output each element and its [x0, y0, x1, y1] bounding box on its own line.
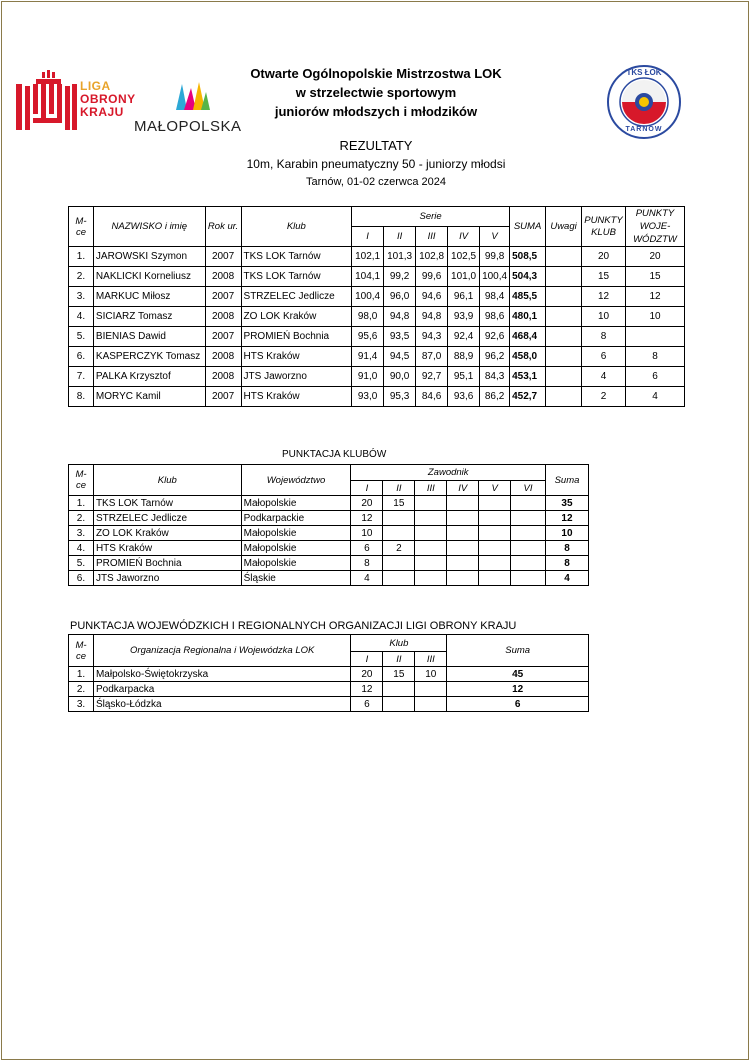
clubs-suma-cell: 8	[545, 541, 588, 556]
club-cell: HTS Kraków	[241, 387, 352, 407]
year-cell: 2007	[205, 247, 241, 267]
serie-cell: 96,1	[448, 287, 480, 307]
serie-cell: 100,4	[480, 267, 510, 287]
serie-cell: 101,0	[448, 267, 480, 287]
clubs-row	[69, 571, 589, 586]
clubs-points-cell: 12	[351, 511, 383, 526]
clubs-row	[69, 541, 589, 556]
clubs-place-cell: 5.	[69, 556, 94, 571]
title-line-1: Otwarte Ogólnopolskie Mistrzostwa LOK	[250, 66, 502, 81]
uwagi-cell	[546, 387, 582, 407]
orgs-place-cell: 1.	[69, 667, 94, 682]
clubs-row	[69, 496, 589, 511]
punkty-wojewodztw-cell: 4	[626, 387, 685, 407]
clubs-region-cell: Małopolskie	[241, 556, 351, 571]
club-cell: PROMIEŃ Bochnia	[241, 327, 352, 347]
clubs-points-cell	[511, 556, 546, 571]
clubs-points-cell	[511, 511, 546, 526]
clubs-region-cell: Podkarpackie	[241, 511, 351, 526]
results-row	[69, 307, 685, 327]
clubs-header-zawodnik-5: V	[479, 481, 511, 496]
uwagi-cell	[546, 287, 582, 307]
clubs-points-cell	[415, 526, 447, 541]
serie-cell: 96,0	[384, 287, 416, 307]
header-name: NAZWISKO i imię	[93, 207, 205, 247]
clubs-place-cell: 6.	[69, 571, 94, 586]
year-cell: 2007	[205, 327, 241, 347]
clubs-points-cell	[383, 526, 415, 541]
place-cell: 8.	[69, 387, 94, 407]
clubs-points-cell	[511, 496, 546, 511]
uwagi-cell	[546, 327, 582, 347]
tks-top-text: TKS ŁOK	[626, 68, 662, 77]
clubs-points-cell	[415, 511, 447, 526]
liga-line3: KRAJU	[80, 105, 124, 119]
serie-cell: 95,3	[384, 387, 416, 407]
name-cell: PALKA Krzysztof	[93, 367, 205, 387]
competition-name: 10m, Karabin pneumatyczny 50 - juniorzy młodsi	[246, 157, 506, 171]
suma-cell: 452,7	[510, 387, 546, 407]
results-row	[69, 267, 685, 287]
orgs-row	[69, 697, 589, 712]
clubs-points-cell	[479, 541, 511, 556]
orgs-header-klub-1: I	[351, 652, 383, 667]
clubs-header-zawodnik-2: II	[383, 481, 415, 496]
clubs-points-cell: 4	[351, 571, 383, 586]
punkty-wojewodztw-cell: 15	[626, 267, 685, 287]
serie-cell: 92,7	[416, 367, 448, 387]
serie-cell: 91,4	[352, 347, 384, 367]
serie-cell: 91,0	[352, 367, 384, 387]
club-cell: ZO LOK Kraków	[241, 307, 352, 327]
clubs-suma-cell: 10	[545, 526, 588, 541]
malopolska-text: MAŁOPOLSKA	[134, 118, 242, 135]
orgs-row	[69, 682, 589, 697]
clubs-points-cell	[415, 556, 447, 571]
place-date: Tarnów, 01-02 czerwca 2024	[305, 176, 447, 188]
clubs-suma-cell: 35	[545, 496, 588, 511]
clubs-points-cell: 6	[351, 541, 383, 556]
serie-cell: 86,2	[480, 387, 510, 407]
clubs-header-zawodnik: Zawodnik	[351, 465, 546, 481]
results-row	[69, 287, 685, 307]
clubs-row	[69, 526, 589, 541]
serie-cell: 99,2	[384, 267, 416, 287]
club-cell: HTS Kraków	[241, 347, 352, 367]
clubs-table	[68, 464, 589, 586]
title-line-2: w strzelectwie sportowym	[295, 85, 457, 100]
place-cell: 7.	[69, 367, 94, 387]
clubs-points-cell	[447, 571, 479, 586]
serie-cell: 94,3	[416, 327, 448, 347]
header-suma: SUMA	[510, 207, 546, 247]
name-cell: MORYC Kamil	[93, 387, 205, 407]
clubs-points-cell: 8	[351, 556, 383, 571]
orgs-suma-cell: 12	[447, 682, 589, 697]
punkty-klub-cell: 8	[582, 327, 626, 347]
clubs-place-cell: 1.	[69, 496, 94, 511]
results-row	[69, 327, 685, 347]
header-serie-1: I	[352, 227, 384, 247]
suma-cell: 453,1	[510, 367, 546, 387]
results-row	[69, 387, 685, 407]
serie-cell: 99,8	[480, 247, 510, 267]
name-cell: MARKUC Miłosz	[93, 287, 205, 307]
place-cell: 4.	[69, 307, 94, 327]
orgs-place-cell: 3.	[69, 697, 94, 712]
clubs-points-cell	[447, 496, 479, 511]
header-serie-5: V	[480, 227, 510, 247]
serie-cell: 92,4	[448, 327, 480, 347]
punkty-wojewodztw-cell: 10	[626, 307, 685, 327]
clubs-club-cell: HTS Kraków	[93, 541, 241, 556]
clubs-points-cell	[383, 556, 415, 571]
place-cell: 2.	[69, 267, 94, 287]
serie-cell: 95,1	[448, 367, 480, 387]
clubs-points-cell	[479, 556, 511, 571]
orgs-place-cell: 2.	[69, 682, 94, 697]
liga-line2: OBRONY	[80, 92, 136, 106]
serie-cell: 88,9	[448, 347, 480, 367]
clubs-place-cell: 4.	[69, 541, 94, 556]
orgs-points-cell	[415, 697, 447, 712]
clubs-place-cell: 3.	[69, 526, 94, 541]
clubs-points-cell: 10	[351, 526, 383, 541]
clubs-region-cell: Małopolskie	[241, 541, 351, 556]
punkty-wojewodztw-cell: 6	[626, 367, 685, 387]
header-serie-3: III	[416, 227, 448, 247]
orgs-header-suma: Suma	[447, 635, 589, 667]
punkty-wojewodztw-cell	[626, 327, 685, 347]
serie-cell: 102,5	[448, 247, 480, 267]
clubs-points-cell	[447, 556, 479, 571]
clubs-header-zawodnik-1: I	[351, 481, 383, 496]
serie-cell: 94,8	[384, 307, 416, 327]
header-serie-2: II	[384, 227, 416, 247]
punkty-klub-cell: 20	[582, 247, 626, 267]
place-cell: 5.	[69, 327, 94, 347]
serie-cell: 87,0	[416, 347, 448, 367]
suma-cell: 504,3	[510, 267, 546, 287]
uwagi-cell	[546, 307, 582, 327]
clubs-suma-cell: 4	[545, 571, 588, 586]
serie-cell: 99,6	[416, 267, 448, 287]
clubs-points-cell	[447, 526, 479, 541]
clubs-club-cell: PROMIEŃ Bochnia	[93, 556, 241, 571]
punkty-wojewodztw-cell: 12	[626, 287, 685, 307]
suma-cell: 468,4	[510, 327, 546, 347]
orgs-points-cell	[415, 682, 447, 697]
punkty-klub-cell: 12	[582, 287, 626, 307]
clubs-header-zawodnik-3: III	[415, 481, 447, 496]
serie-cell: 104,1	[352, 267, 384, 287]
serie-cell: 84,3	[480, 367, 510, 387]
serie-cell: 93,5	[384, 327, 416, 347]
clubs-club-cell: JTS Jaworzno	[93, 571, 241, 586]
orgs-header-klub-3: III	[415, 652, 447, 667]
clubs-points-cell	[479, 526, 511, 541]
clubs-club-cell: TKS LOK Tarnów	[93, 496, 241, 511]
club-cell: STRZELEC Jedlicze	[241, 287, 352, 307]
place-cell: 1.	[69, 247, 94, 267]
serie-cell: 98,0	[352, 307, 384, 327]
clubs-header-place: M-ce	[69, 465, 94, 496]
serie-cell: 93,6	[448, 387, 480, 407]
year-cell: 2008	[205, 367, 241, 387]
orgs-org-cell: Podkarpacka	[93, 682, 350, 697]
name-cell: JAROWSKI Szymon	[93, 247, 205, 267]
clubs-points-cell	[415, 496, 447, 511]
serie-cell: 96,2	[480, 347, 510, 367]
suma-cell: 508,5	[510, 247, 546, 267]
header-club: Klub	[241, 207, 352, 247]
serie-cell: 101,3	[384, 247, 416, 267]
serie-cell: 98,6	[480, 307, 510, 327]
header-year: Rok ur.	[205, 207, 241, 247]
clubs-header-zawodnik-4: IV	[447, 481, 479, 496]
clubs-header-club: Klub	[93, 465, 241, 496]
header-place: M-ce	[69, 207, 94, 247]
orgs-title: PUNKTACJA WOJEWÓDZKICH I REGIONALNYCH ORGANIZACJI LIGI OBRONY KRAJU	[70, 620, 517, 632]
serie-cell: 100,4	[352, 287, 384, 307]
club-cell: JTS Jaworzno	[241, 367, 352, 387]
clubs-region-cell: Śląskie	[241, 571, 351, 586]
year-cell: 2008	[205, 267, 241, 287]
clubs-club-cell: ZO LOK Kraków	[93, 526, 241, 541]
clubs-points-cell	[479, 496, 511, 511]
serie-cell: 102,8	[416, 247, 448, 267]
clubs-header-region: Województwo	[241, 465, 351, 496]
serie-cell: 94,5	[384, 347, 416, 367]
suma-cell: 458,0	[510, 347, 546, 367]
clubs-points-cell	[511, 571, 546, 586]
orgs-header-klub-2: II	[383, 652, 415, 667]
suma-cell: 480,1	[510, 307, 546, 327]
orgs-header-org: Organizacja Regionalna i Wojewódzka LOK	[93, 635, 350, 667]
clubs-points-cell	[383, 511, 415, 526]
punkty-klub-cell: 15	[582, 267, 626, 287]
uwagi-cell	[546, 347, 582, 367]
orgs-suma-cell: 6	[447, 697, 589, 712]
results-table	[68, 206, 685, 407]
serie-cell: 98,4	[480, 287, 510, 307]
clubs-points-cell	[447, 541, 479, 556]
clubs-points-cell	[415, 571, 447, 586]
clubs-region-cell: Małopolskie	[241, 526, 351, 541]
punkty-klub-cell: 2	[582, 387, 626, 407]
orgs-table	[68, 634, 589, 712]
uwagi-cell	[546, 267, 582, 287]
serie-cell: 90,0	[384, 367, 416, 387]
serie-cell: 93,9	[448, 307, 480, 327]
header-serie-4: IV	[448, 227, 480, 247]
orgs-suma-cell: 45	[447, 667, 589, 682]
serie-cell: 93,0	[352, 387, 384, 407]
punkty-wojewodztw-cell: 20	[626, 247, 685, 267]
uwagi-cell	[546, 247, 582, 267]
year-cell: 2008	[205, 307, 241, 327]
orgs-points-cell: 10	[415, 667, 447, 682]
serie-cell: 94,8	[416, 307, 448, 327]
place-cell: 3.	[69, 287, 94, 307]
header-punkty-wojewodztw: PUNKTY WOJE-WÓDZTW	[626, 207, 685, 247]
orgs-points-cell: 12	[351, 682, 383, 697]
results-row	[69, 247, 685, 267]
punkty-wojewodztw-cell: 8	[626, 347, 685, 367]
clubs-points-cell	[415, 541, 447, 556]
punkty-klub-cell: 10	[582, 307, 626, 327]
clubs-row	[69, 511, 589, 526]
serie-cell: 84,6	[416, 387, 448, 407]
clubs-title: PUNKTACJA KLUBÓW	[282, 449, 387, 460]
liga-line1: LIGA	[80, 79, 111, 93]
year-cell: 2007	[205, 387, 241, 407]
year-cell: 2007	[205, 287, 241, 307]
uwagi-cell	[546, 367, 582, 387]
clubs-club-cell: STRZELEC Jedlicze	[93, 511, 241, 526]
name-cell: SICIARZ Tomasz	[93, 307, 205, 327]
results-row	[69, 347, 685, 367]
orgs-row	[69, 667, 589, 682]
clubs-points-cell	[479, 511, 511, 526]
place-cell: 6.	[69, 347, 94, 367]
header-uwagi: Uwagi	[546, 207, 582, 247]
name-cell: BIENIAS Dawid	[93, 327, 205, 347]
suma-cell: 485,5	[510, 287, 546, 307]
header-punkty-klub: PUNKTY KLUB	[582, 207, 626, 247]
club-cell: TKS LOK Tarnów	[241, 267, 352, 287]
punkty-klub-cell: 6	[582, 347, 626, 367]
orgs-header-place: M-ce	[69, 635, 94, 667]
clubs-place-cell: 2.	[69, 511, 94, 526]
clubs-points-cell: 2	[383, 541, 415, 556]
clubs-points-cell	[511, 526, 546, 541]
name-cell: KASPERCZYK Tomasz	[93, 347, 205, 367]
rezultaty-heading: REZULTATY	[339, 138, 413, 153]
orgs-points-cell: 6	[351, 697, 383, 712]
clubs-suma-cell: 12	[545, 511, 588, 526]
orgs-points-cell: 15	[383, 667, 415, 682]
year-cell: 2008	[205, 347, 241, 367]
orgs-points-cell	[383, 697, 415, 712]
clubs-row	[69, 556, 589, 571]
clubs-points-cell	[383, 571, 415, 586]
orgs-points-cell: 20	[351, 667, 383, 682]
serie-cell: 92,6	[480, 327, 510, 347]
clubs-points-cell	[511, 541, 546, 556]
clubs-suma-cell: 8	[545, 556, 588, 571]
orgs-org-cell: Małpolsko-Świętokrzyska	[93, 667, 350, 682]
clubs-region-cell: Małopolskie	[241, 496, 351, 511]
clubs-points-cell	[447, 511, 479, 526]
punkty-klub-cell: 4	[582, 367, 626, 387]
clubs-points-cell: 20	[351, 496, 383, 511]
results-row	[69, 367, 685, 387]
clubs-points-cell: 15	[383, 496, 415, 511]
serie-cell: 95,6	[352, 327, 384, 347]
header-serie: Serie	[352, 207, 510, 227]
title-line-3: juniorów młodszych i młodzików	[274, 104, 478, 119]
clubs-header-zawodnik-6: VI	[511, 481, 546, 496]
orgs-points-cell	[383, 682, 415, 697]
clubs-points-cell	[479, 571, 511, 586]
orgs-header-klub: Klub	[351, 635, 447, 652]
serie-cell: 94,6	[416, 287, 448, 307]
tks-bottom-text: TARNÓW	[625, 126, 663, 133]
serie-cell: 102,1	[352, 247, 384, 267]
clubs-header-suma: Suma	[545, 465, 588, 496]
club-cell: TKS LOK Tarnów	[241, 247, 352, 267]
name-cell: NAKLICKI Korneliusz	[93, 267, 205, 287]
orgs-org-cell: Śląsko-Łódzka	[93, 697, 350, 712]
